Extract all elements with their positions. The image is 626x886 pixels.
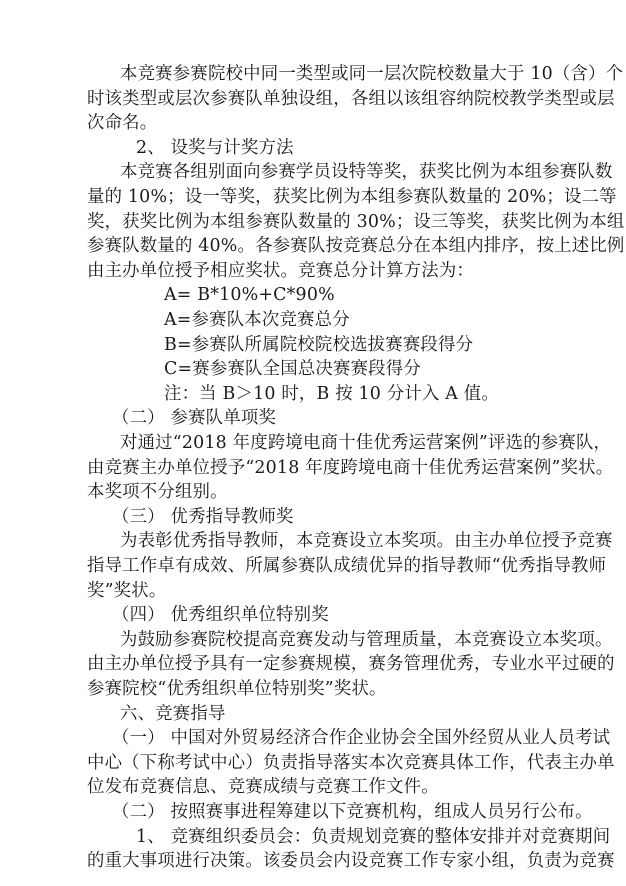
formula-line: B=参赛队所属院校院校选拔赛赛段得分 [164, 335, 474, 355]
paragraph-line: 位发布竞赛信息、竞赛成绩与竞赛工作文件。 [87, 777, 439, 797]
formula-line: A= B*10%+C*90% [164, 285, 335, 305]
section-heading: 1、 竞赛组织委员会：负责规划竞赛的整体安排并对竞赛期间 [136, 827, 611, 847]
paragraph-line: 量的 10%；设一等奖，获奖比例为本组参赛队数量的 20%；设二等 [87, 187, 617, 207]
formula-line: A=参赛队本次竞赛总分 [164, 310, 350, 330]
paragraph-line: 对通过“2018 年度跨境电商十佳优秀运营案例”评选的参赛队， [120, 433, 612, 453]
paragraph-line: 为表彰优秀指导教师，本竞赛设立本奖项。由主办单位授予竞赛 [120, 531, 613, 551]
paragraph-line: 本竞赛各组别面向参赛学员设特等奖，获奖比例为本组参赛队数 [120, 162, 613, 182]
paragraph-line: 参赛队数量的 40%。各参赛队按竞赛总分在本组内排序，按上述比例 [87, 236, 625, 256]
paragraph-line: 指导工作卓有成效、所属参赛队成绩优异的指导教师“优秀指导教师 [87, 556, 607, 576]
paragraph-line: 为鼓励参赛院校提高竞赛发动与管理质量，本竞赛设立本奖项。 [120, 630, 613, 650]
paragraph-line: 奖，获奖比例为本组参赛队数量的 30%；设三等奖，获奖比例为本组 [87, 212, 625, 232]
section-heading: （三） 优秀指导教师奖 [112, 507, 294, 527]
paragraph-line: 本奖项不分组别。 [87, 482, 228, 502]
section-heading: （一） 中国对外贸易经济合作企业协会全国外经贸从业人员考试 [112, 728, 611, 748]
paragraph-line: 本竞赛参赛院校中同一类型或同一层次院校数量大于 10（含）个 [120, 64, 624, 84]
paragraph-line: 时该类型或层次参赛队单独设组，各组以该组容纳院校教学类型或层 [87, 89, 615, 109]
formula-line: 注：当 B＞10 时，B 按 10 分计入 A 值。 [164, 384, 499, 404]
section-heading: 2、 设奖与计奖方法 [136, 138, 294, 158]
paragraph-line: 由主办单位授予相应奖状。竞赛总分计算方法为： [87, 261, 474, 281]
section-heading: （四） 优秀组织单位特别奖 [112, 605, 329, 625]
section-heading: （二） 参赛队单项奖 [112, 408, 277, 428]
paragraph-line: 中心（下称考试中心）负责指导落实本次竞赛具体工作，代表主办单 [87, 753, 615, 773]
paragraph-line: 参赛院校“优秀组织单位特别奖”奖状。 [87, 679, 387, 699]
paragraph-line: 奖”奖状。 [87, 581, 167, 601]
formula-line: C=赛参赛队全国总决赛赛段得分 [164, 359, 421, 379]
paragraph-line: 由竞赛主办单位授予“2018 年度跨境电商十佳优秀运营案例”奖状。 [87, 458, 614, 478]
paragraph-line: 次命名。 [87, 113, 158, 133]
paragraph-line: 六、竞赛指导 [120, 704, 226, 724]
paragraph-line: 的重大事项进行决策。该委员会内设竞赛工作专家小组，负责为竞赛 [87, 851, 615, 871]
paragraph-line: 由主办单位授予具有一定参赛规模，赛务管理优秀，专业水平过硬的 [87, 654, 615, 674]
section-heading: （二） 按照赛事进程筹建以下竞赛机构，组成人员另行公布。 [112, 802, 593, 822]
